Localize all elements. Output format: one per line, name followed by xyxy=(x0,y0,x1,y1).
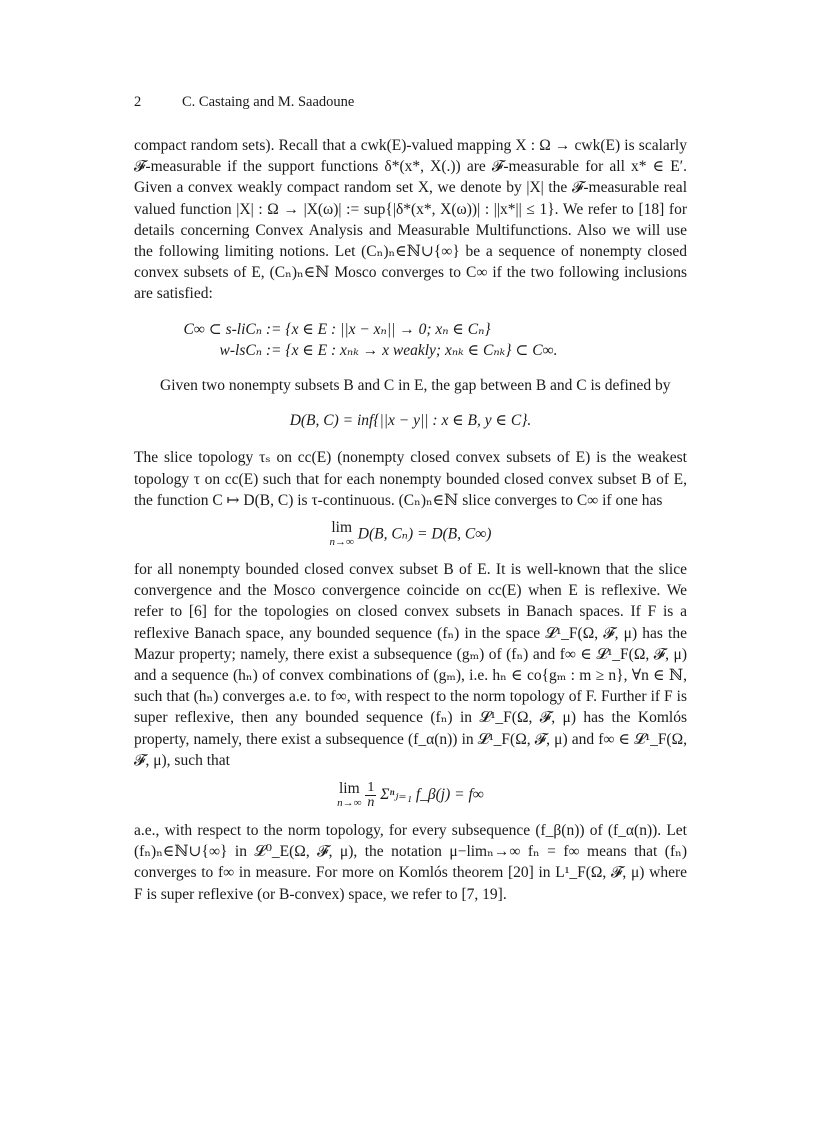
equation-slice: lim n→∞ D(B, Cₙ) = D(B, C∞) xyxy=(329,519,492,549)
running-header xyxy=(134,94,354,111)
page-number: 2 xyxy=(134,94,142,110)
paragraph-2: Given two nonempty subsets B and C in E, the gap between B and C is defined by xyxy=(160,377,671,395)
paragraph-1: compact random sets). Recall that a cwk(E)-valued mapping X : Ω → cwk(E) is scalarly 𝓕-measurable if the support functions δ*(x*, X(.)) are 𝓕-measurable for all x* ∈ E′. Given a convex weakly compact random set X, we denote by |X| the 𝓕-measurable real valued function |X| : Ω → |X(ω)| := sup{|δ*(x*, X(ω))| : ||x*|| ≤ 1}. We refer to [18] for details concerning Convex Analysis and Measurable Multifunctions. Also we will use the following limiting notions. Let (Cₙ)ₙ∈ℕ∪{∞} be a sequence of nonempty closed convex subsets of E, (Cₙ)ₙ∈ℕ Mosco converges to C∞ if the two following inclusions are satisfied: xyxy=(134,137,687,303)
equation-mosco-2: w-lsCₙ := {x ∈ E : xₙₖ → x weakly; xₙₖ ∈ Cₙₖ} ⊂ C∞. xyxy=(219,341,558,359)
paragraph-5: a.e., with respect to the norm topology, for every subsequence (f_β(n)) of (f_α(n)). Let (fₙ)ₙ∈ℕ∪{∞} in 𝓛⁰_E(Ω, 𝓕, μ), the notation μ−limₙ→∞ fₙ = f∞ means that (fₙ) converges to f∞ in measure. For more on Komlós theorem [20] in L¹_F(Ω, 𝓕, μ) where F is super reflexive (or B-convex) space, we refer to [7, 19]. xyxy=(134,822,687,903)
paragraph-4: for all nonempty bounded closed convex subset B of E. It is well-known that the slice convergence and the Mosco convergence coincide on cc(E) when E is reflexive. We refer to [6] for the topologies on closed convex subsets in Banach spaces. If F is a reflexive Banach space, any bounded sequence (fₙ) in the space 𝓛¹_F(Ω, 𝓕, μ) has the Mazur property; namely, there exist a subsequence (gₘ) of (fₙ) and f∞ ∈ 𝓛¹_F(Ω, 𝓕, μ) and a sequence (hₙ) of convex combinations of (gₘ), i.e. hₙ ∈ co{gₘ : m ≥ n}, ∀n ∈ ℕ, such that (hₙ) converges a.e. to f∞, with respect to the norm topology of F. Further if F is super reflexive, then any bounded sequence (fₙ) in 𝓛¹_F(Ω, 𝓕, μ) has the Komlós property, namely, there exist a subsequence (f_α(n)) in 𝓛¹_F(Ω, 𝓕, μ) and f∞ ∈ 𝓛¹_F(Ω, 𝓕, μ), such that xyxy=(134,561,687,769)
equation-gap: D(B, C) = inf{||x − y|| : x ∈ B, y ∈ C}. xyxy=(289,412,532,430)
body-text xyxy=(134,135,687,905)
paragraph-3: The slice topology τₛ on cc(E) (nonempty closed convex subsets of E) is the weakest topology τ on cc(E) such that for each nonempty bounded closed convex subset B of E, the function C ↦ D(B, C) is τ-continuous. (Cₙ)ₙ∈ℕ slice converges to C∞ if one has xyxy=(134,449,687,509)
authors: C. Castaing and M. Saadoune xyxy=(182,94,355,110)
equation-komlos: lim n→∞ $\frac{1}{n}$ Σⁿⱼ₌₁ f_β(j) = f∞ xyxy=(337,779,484,811)
equation-mosco-1: C∞ ⊂ s-liCₙ := {x ∈ E : ||x − xₙ|| → 0; xₙ ∈ Cₙ} xyxy=(183,320,491,338)
